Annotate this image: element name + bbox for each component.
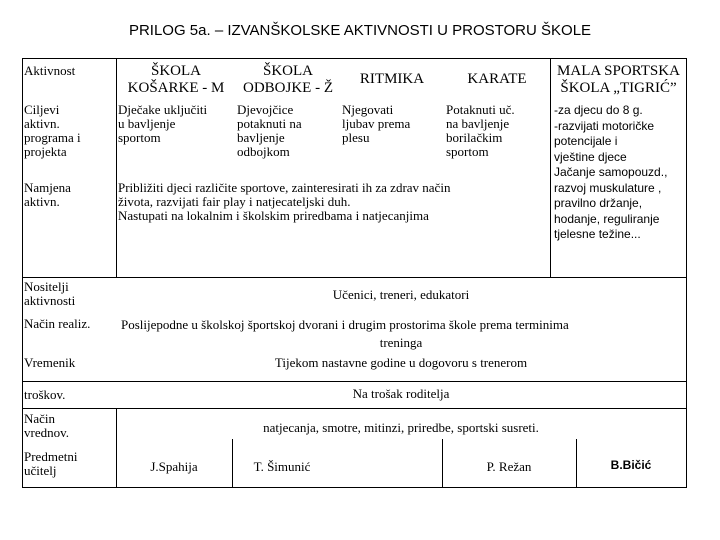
cell-line: Njegovati: [342, 102, 394, 117]
table-border-right: [686, 58, 687, 488]
cell-line: razvoj muskulature ,: [554, 180, 662, 195]
ciljevi-mala-sportska: [554, 103, 667, 243]
header-line: KOŠARKE - M: [127, 80, 225, 96]
ucitelj-karate: P. Režan: [486, 459, 532, 474]
cell-line: Jačanje samopouzd.,: [554, 165, 668, 179]
label-nacin-vrednov: [24, 412, 69, 440]
ciljevi-odbojka: [237, 103, 302, 159]
header-mala-sportska: [551, 63, 686, 97]
cell-line: potencijale i: [554, 134, 618, 148]
label-line: Nositelji: [24, 279, 69, 294]
cell-line: bavljenje: [237, 130, 285, 145]
label-nacin-realiz: Način realiz.: [24, 316, 91, 331]
troskovnik-value: Na trošak roditelja: [352, 386, 450, 401]
ciljevi-karate: [446, 103, 515, 159]
ucitelj-odbojka: T. Šimunić: [253, 459, 311, 474]
cell-line: vještine djece: [554, 149, 627, 164]
ucitelj-kosarka: J.Spahija: [150, 459, 198, 474]
label-namjena: [24, 181, 71, 209]
nacin-realiz-line1: Poslijepodne u školskoj športskoj dvorani i drugim prostorima škole prema terminima: [121, 317, 569, 332]
label-predmetni-ucitelj: [24, 450, 77, 478]
cell-line: pravilno držanje,: [554, 196, 643, 210]
cell-line: tjelesne težine...: [554, 227, 641, 241]
label-line: učitelj: [24, 463, 57, 478]
table-rule: [22, 277, 687, 278]
label-aktivnost: Aktivnost: [24, 63, 76, 78]
column-divider: [116, 58, 117, 278]
cell-line: Približiti djeci različite sportove, zainteresirati ih za zdrav način: [118, 180, 451, 195]
ciljevi-kosarka: [118, 103, 207, 145]
cell-line: -razvijati motoričke: [554, 118, 655, 133]
label-vremenik: Vremenik: [24, 355, 76, 370]
header-line: ŠKOLA „TIGRIĆ”: [560, 80, 677, 96]
cell-line: -za djecu do 8 g.: [554, 103, 643, 117]
label-nositelji: [24, 280, 75, 308]
cell-line: plesu: [342, 130, 370, 145]
label-line: vrednov.: [24, 425, 70, 440]
header-skola-odbojke: [234, 63, 342, 97]
table-border-bottom: [22, 487, 687, 488]
table-rule: [22, 381, 687, 382]
header-line: ŠKOLA: [262, 63, 313, 79]
cell-line: Nastupati na lokalnim i školskim priredbama i natjecanjima: [118, 208, 429, 223]
label-line: Predmetni: [24, 449, 78, 464]
header-karate: KARATE: [467, 71, 527, 87]
header-ritmika: RITMIKA: [359, 71, 425, 87]
page-title: PRILOG 5a. – IZVANŠKOLSKE AKTIVNOSTI U PROSTORU ŠKOLE: [128, 22, 592, 39]
label-line: projekta: [24, 144, 67, 159]
header-skola-kosarke: [118, 63, 234, 97]
cell-line: borilačkim: [446, 130, 503, 145]
cell-line: Djevojčice: [237, 102, 294, 117]
label-ciljevi: [24, 103, 81, 159]
table-border-left: [22, 58, 23, 488]
label-line: Način: [24, 411, 56, 426]
cell-line: života, razvijati fair play i natjecateljski duh.: [118, 194, 351, 209]
header-line: ŠKOLA: [150, 63, 201, 79]
cell-line: sportom: [446, 144, 489, 159]
cell-line: Potaknuti uč.: [446, 102, 515, 117]
ciljevi-ritmika: [342, 103, 410, 145]
table-rule: [22, 408, 687, 409]
label-troskov: troškov.: [24, 387, 66, 402]
cell-line: ljubav prema: [342, 116, 411, 131]
header-line: ODBOJKE - Ž: [243, 80, 333, 96]
vrednovanje-value: natjecanja, smotre, mitinzi, priredbe, sportski susreti.: [263, 420, 539, 435]
cell-line: hodanje, reguliranje: [554, 211, 660, 226]
label-line: Ciljevi: [24, 102, 60, 117]
cell-line: potaknuti na: [237, 116, 302, 131]
cell-line: na bavljenje: [446, 116, 510, 131]
cell-line: odbojkom: [237, 144, 290, 159]
ucitelj-mala-sportska: B.Bičić: [610, 458, 652, 472]
activities-table: [22, 58, 687, 488]
nositelji-value: Učenici, treneri, edukatori: [332, 287, 470, 302]
label-line: aktivn.: [24, 116, 60, 131]
label-line: aktivnosti: [24, 293, 76, 308]
label-line: aktivn.: [24, 194, 60, 209]
header-line: MALA SPORTSKA: [557, 63, 680, 79]
cell-line: u bavljenje: [118, 116, 176, 131]
vremenik-value: Tijekom nastavne godine u dogovoru s trenerom: [274, 355, 528, 370]
nacin-realiz-line2: treninga: [379, 335, 423, 350]
table-border-top: [22, 58, 687, 59]
label-line: Namjena: [24, 180, 71, 195]
cell-line: Dječake uključiti: [118, 102, 208, 117]
label-line: programa i: [24, 130, 81, 145]
namjena-text: [118, 181, 450, 223]
cell-line: sportom: [118, 130, 161, 145]
